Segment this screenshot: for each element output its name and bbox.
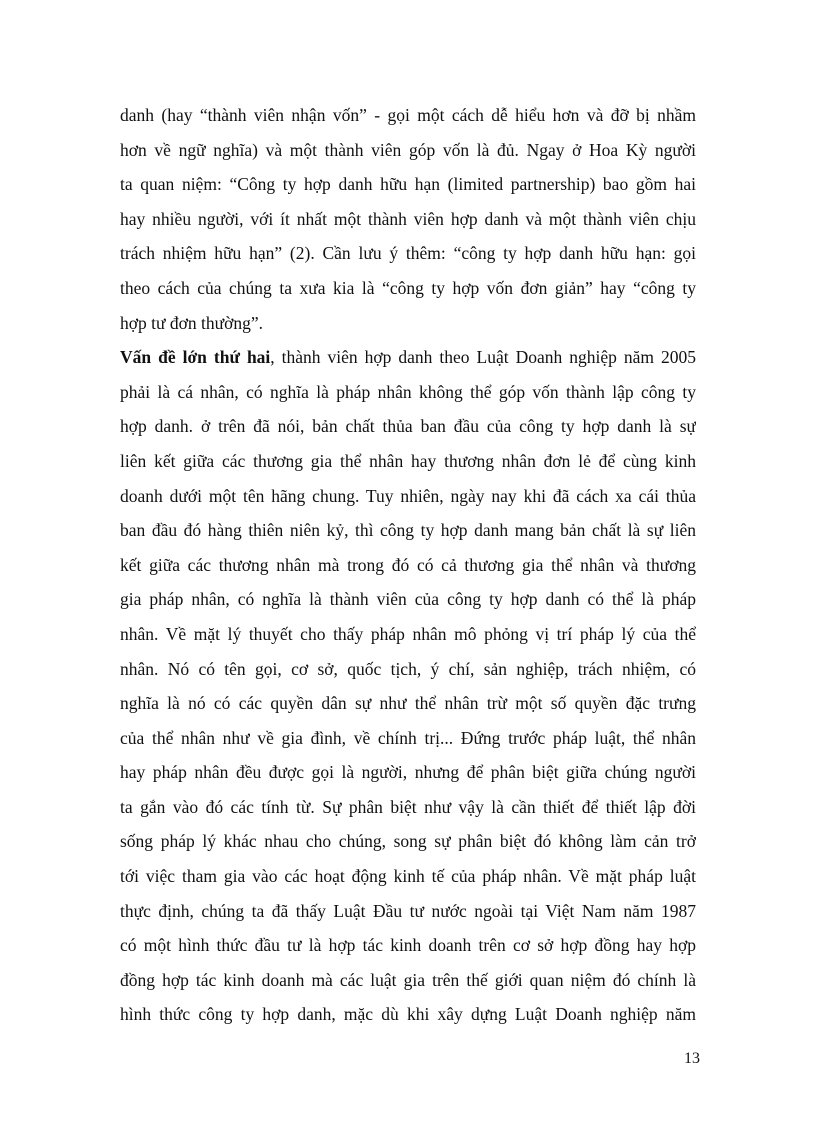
paragraph-lead-rest: , thành viên hợp danh theo Luật Doanh nghiệp năm 2005 <box>270 347 696 368</box>
paragraph-line: trách nhiệm hữu hạn” (2). Cần lưu ý thêm: “công ty hợp danh hữu hạn: gọi <box>120 243 696 264</box>
paragraph-line: nhân. Nó có tên gọi, cơ sở, quốc tịch, ý chí, sản nghiệp, trách nhiệm, có <box>120 658 696 679</box>
paragraph-line: liên kết giữa các thương gia thể nhân hay thương nhân đơn lẻ để cùng kinh <box>120 450 696 471</box>
paragraph-line: đồng hợp tác kinh doanh mà các luật gia trên thế giới quan niệm đó chính là <box>120 969 696 990</box>
paragraph-2 <box>120 340 696 1032</box>
paragraph-line: hay pháp nhân đều được gọi là người, nhưng để phân biệt giữa chúng người <box>120 762 696 783</box>
paragraph-1 <box>120 98 696 340</box>
paragraph-line: ta quan niệm: “Công ty hợp danh hữu hạn (limited partnership) bao gồm hai <box>120 174 696 195</box>
paragraph-line: hơn về ngữ nghĩa) và một thành viên góp vốn là đủ. Ngay ở Hoa Kỳ người <box>120 139 696 160</box>
paragraph-line: có một hình thức đầu tư là hợp tác kinh doanh trên cơ sở hợp đồng hay hợp <box>120 935 696 956</box>
paragraph-line: hợp danh. ở trên đã nói, bản chất thủa ban đầu của công ty hợp danh là sự <box>120 416 696 437</box>
paragraph-lead-bold: Vấn đề lớn thứ hai <box>120 347 271 368</box>
paragraph-line: phải là cá nhân, có nghĩa là pháp nhân không thể góp vốn thành lập công ty <box>120 381 696 402</box>
paragraph-line: kết giữa các thương nhân mà trong đó có cả thương gia thể nhân và thương <box>120 554 696 575</box>
paragraph-line: doanh dưới một tên hãng chung. Tuy nhiên, ngày nay khi đã cách xa cái thủa <box>120 485 696 506</box>
paragraph-line: hay nhiều người, với ít nhất một thành viên hợp danh và một thành viên chịu <box>120 208 696 229</box>
paragraph-line: hợp tư đơn thường”. <box>120 312 263 333</box>
paragraph-line: nghĩa là nó có các quyền dân sự như thể nhân trừ một số quyền đặc trưng <box>120 693 696 714</box>
paragraph-line: thực định, chúng ta đã thấy Luật Đầu tư nước ngoài tại Việt Nam năm 1987 <box>120 900 696 921</box>
paragraph-lead-line <box>120 340 696 375</box>
paragraph-line: nhân. Về mặt lý thuyết cho thấy pháp nhân mô phỏng vị trí pháp lý của thể <box>120 623 696 644</box>
paragraph-line: gia pháp nhân, có nghĩa là thành viên của công ty hợp danh có thể là pháp <box>120 589 696 610</box>
paragraph-line: danh (hay “thành viên nhận vốn” - gọi một cách dễ hiểu hơn và đỡ bị nhầm <box>120 105 696 125</box>
paragraph-line: theo cách của chúng ta xưa kia là “công ty hợp vốn đơn giản” hay “công ty <box>120 277 696 298</box>
body-text <box>120 98 696 1032</box>
paragraph-line: tới việc tham gia vào các hoạt động kinh tế của pháp nhân. Về mặt pháp luật <box>120 866 696 887</box>
paragraph-line: hình thức công ty hợp danh, mặc dù khi xây dựng Luật Doanh nghiệp năm <box>120 1004 696 1025</box>
paragraph-line: của thể nhân như về gia đình, về chính trị... Đứng trước pháp luật, thể nhân <box>120 727 696 748</box>
paragraph-line: ban đầu đó hàng thiên niên kỷ, thì công ty hợp danh mang bản chất là sự liên <box>120 520 696 541</box>
page-number: 13 <box>684 1050 700 1067</box>
paragraph-line: sống pháp lý khác nhau cho chúng, song sự phân biệt đó không làm cản trở <box>120 831 696 852</box>
paragraph-line: ta gắn vào đó các tính từ. Sự phân biệt như vậy là cần thiết để thiết lập đời <box>120 796 696 817</box>
